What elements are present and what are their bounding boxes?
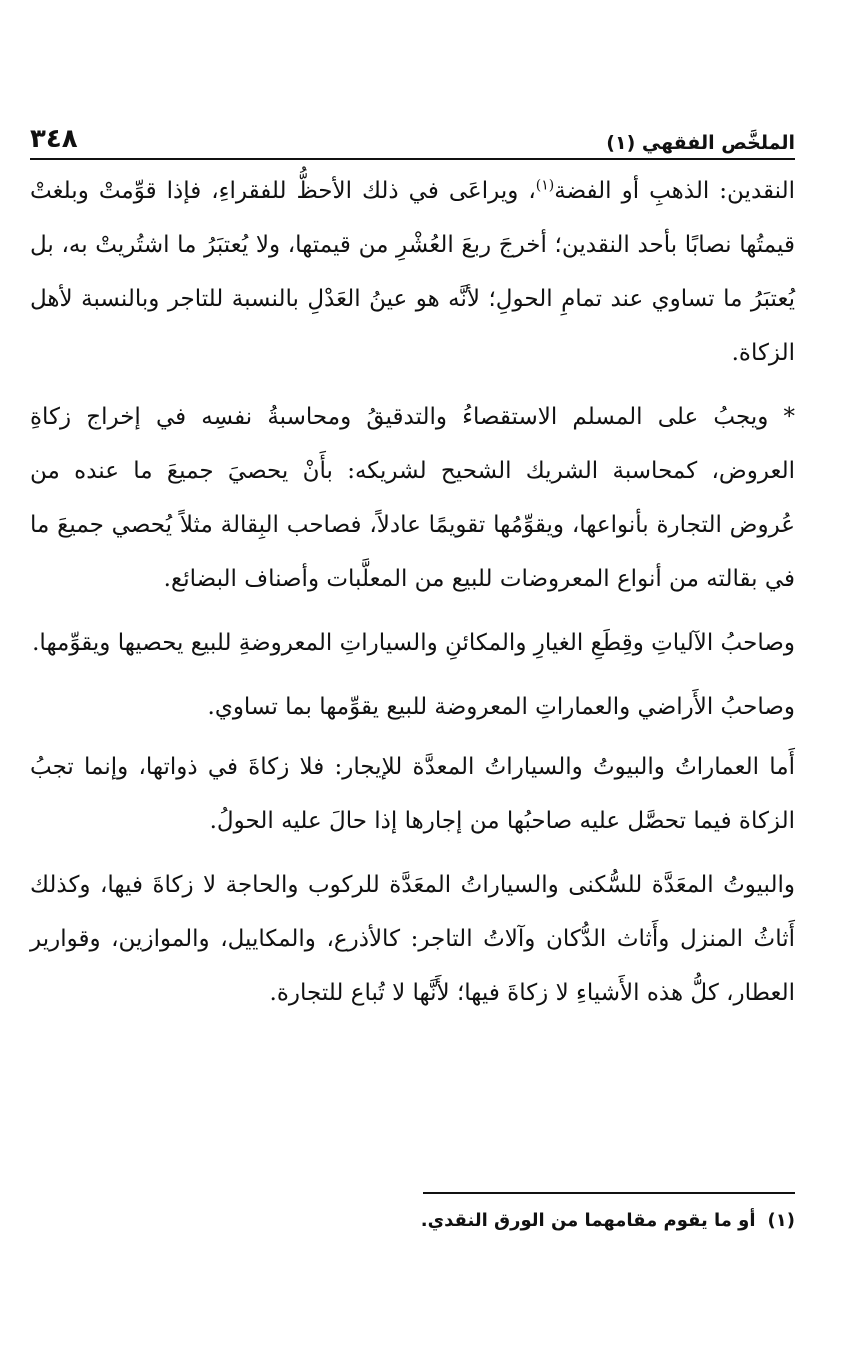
running-head: [30, 118, 795, 154]
body-text: [30, 164, 795, 1030]
footnote-reference[interactable]: (١): [535, 177, 555, 194]
footnote: [30, 1206, 795, 1236]
header-divider: [30, 158, 795, 160]
footnote-marker: (١): [767, 1210, 795, 1231]
paragraph-3: وصاحبُ الآلياتِ وقِطَعِ الغيارِ والمكائنِ والسياراتِ المعروضةِ للبيع يحصيها ويقوِّمها.: [32, 630, 795, 656]
footnote-divider: [423, 1192, 795, 1194]
paragraph-1: [30, 164, 795, 380]
book-title: الملخَّص الفقهي (١): [606, 132, 795, 154]
paragraph-1-start: النقدين: الذهبِ أو الفضة: [554, 178, 795, 204]
paragraph-6: والبيوتُ المعَدَّة للسُّكنى والسياراتُ المعَدَّة للركوب والحاجة لا زكاةَ فيها، وكذلك أَثاثُ المنزل وأَثاث الدُّكان وآلاتُ التاجر: كالأذرع، والمكاييل، والموازين، وقوارير العطار، كلُّ هذه الأَشياءِ لا زكاةَ فيها؛ لأَنَّها لا تُباع للتجارة.: [30, 872, 795, 1006]
paragraph-5: أَما العماراتُ والبيوتُ والسياراتُ المعدَّة للإيجار: فلا زكاةَ في ذواتها، وإنما تجبُ الزكاة فيما تحصَّل عليه صاحبُها من إجارها إذا حالَ عليه الحولُ.: [30, 754, 795, 834]
paragraph-2: * ويجبُ على المسلم الاستقصاءُ والتدقيقُ ومحاسبةُ نفسِه في إخراج زكاةِ العروض، كمحاسبة الشريك الشحيح لشريكه: بأَنْ يحصيَ جميعَ ما عنده من عُروض التجارة بأنواعها، ويقوِّمُها تقويمًا عادلاً، فصاحب البِقالة مثلاً يُحصي جميعَ ما في بقالته من أنواع المعروضات للبيع من المعلَّبات وأصناف البضائع.: [30, 404, 795, 592]
footnote-text: أو ما يقوم مقامهما من الورق النقدي.: [420, 1210, 756, 1231]
paragraph-1-rest: ، ويراعَى في ذلك الأحظُّ للفقراءِ، فإذا قوِّمتْ وبلغتْ قيمتُها نصابًا بأحد النقدين؛ أخرجَ ربعَ العُشْرِ من قيمتها، ولا يُعتبَرُ ما اشتُريتْ به، بل يُعتبَرُ ما تساوي عند تمامِ الحولِ؛ لأنَّه هو عينُ العَدْلِ بالنسبة للتاجر وبالنسبة لأهل الزكاة.: [30, 178, 795, 366]
page-number: ٣٤٨: [30, 124, 78, 154]
paragraph-4: وصاحبُ الأَراضي والعماراتِ المعروضة للبيع يقوِّمها بما تساوي.: [207, 694, 795, 720]
